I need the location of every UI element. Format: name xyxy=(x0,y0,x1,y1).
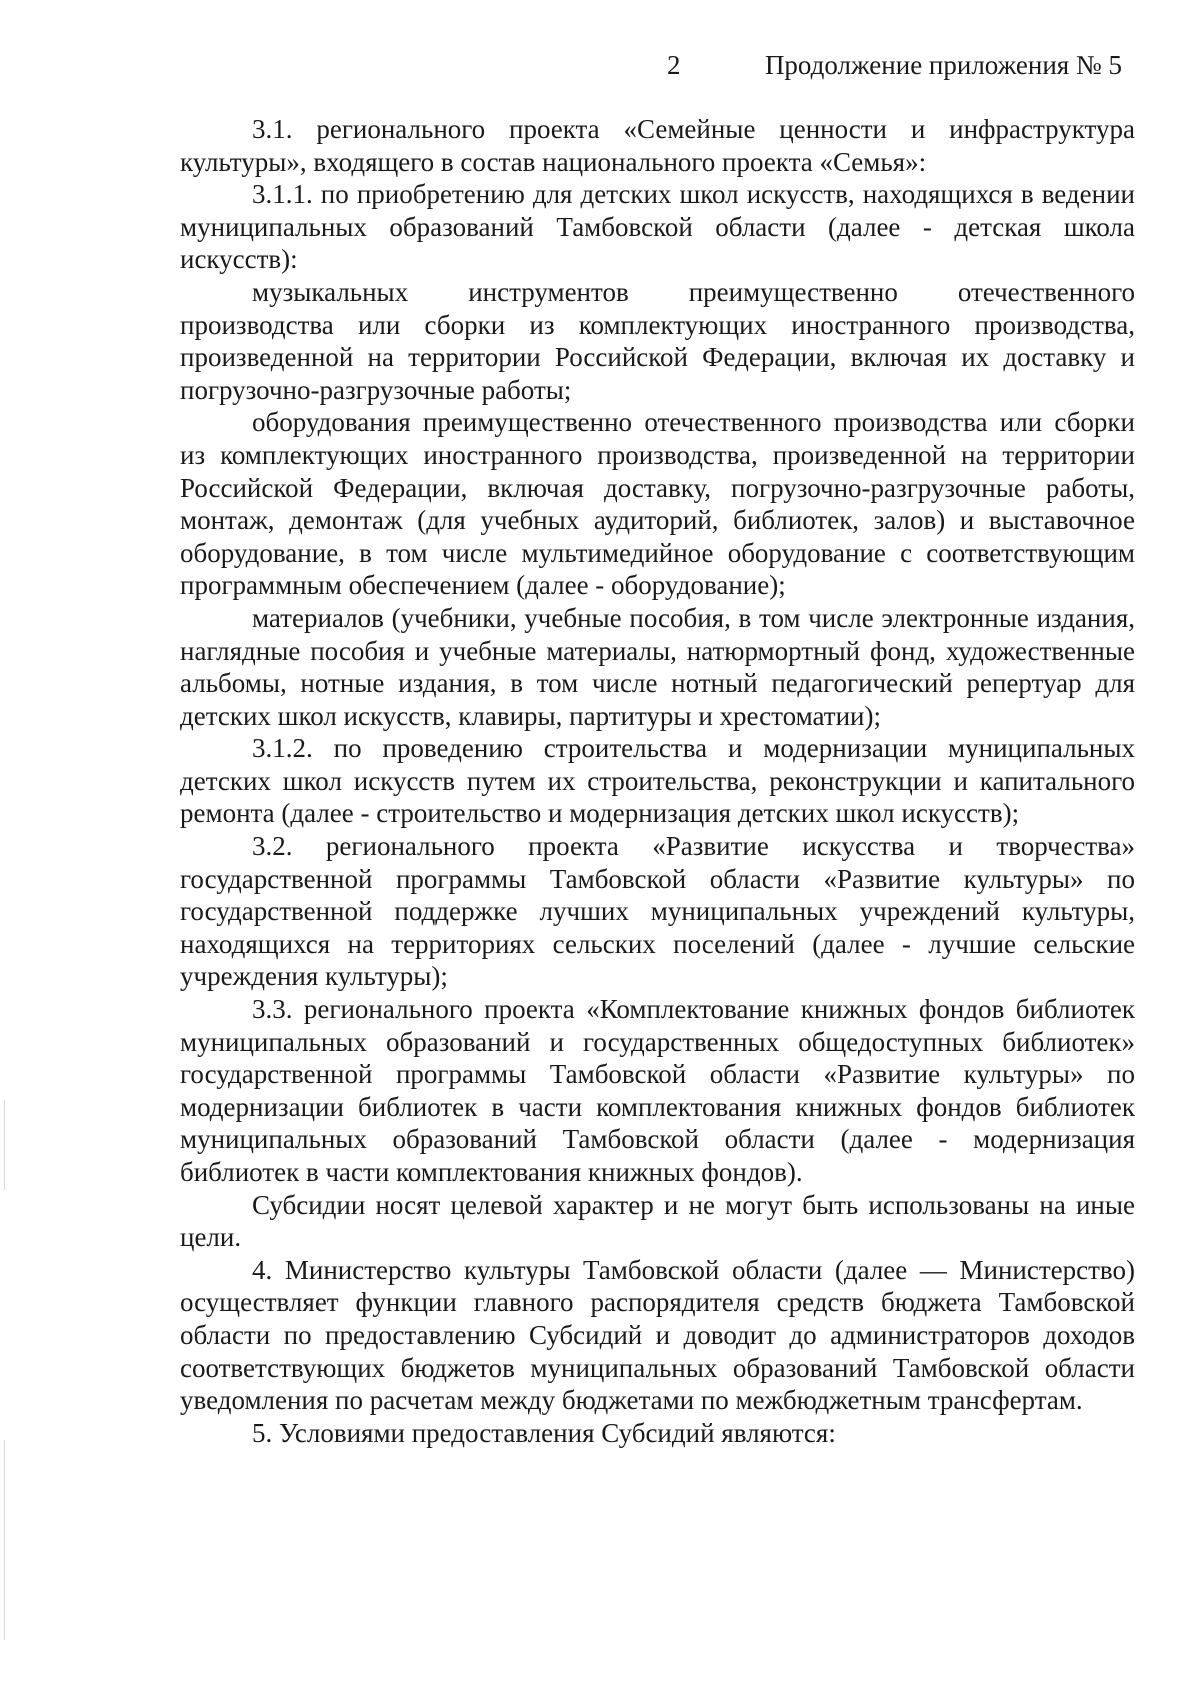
document-body xyxy=(180,113,1135,1449)
paragraph-3-1: 3.1. регионального проекта «Семейные ценности и инфраструктура культуры», входящего в состав национального проекта «Семья»: xyxy=(180,114,1135,177)
scan-edge-mark xyxy=(4,1440,5,1640)
paragraph-5: 5. Условиями предоставления Субсидий являются: xyxy=(252,1417,836,1448)
paragraph-3-2: 3.2. регионального проекта «Развитие искусства и творчества» государственной программы Тамбовской области «Развитие культуры» по государственной поддержке лучших муниципальных учреждений культуры, находящихся на территориях сельских поселений (далее - лучшие сельские учреждения культуры); xyxy=(180,831,1135,992)
paragraph-subsidy-purpose: Субсидии носят целевой характер и не могут быть использованы на иные цели. xyxy=(180,1189,1135,1253)
paragraph-musical-instruments: музыкальных инструментов преимущественно отечественного производства или сборки из комплектующих иностранного производства, произведенной на территории Российской Федерации, включая их доставку и погрузочно-разгрузочные работы; xyxy=(180,276,1135,405)
paragraph-4: 4. Министерство культуры Тамбовской области (далее — Министерство) осуществляет функции главного распорядителя средств бюджета Тамбовской области по предоставлению Субсидий и доводит до администраторов доходов соответствующих бюджетов муниципальных образований Тамбовской области уведомления по расчетам между бюджетами по межбюджетным трансфертам. xyxy=(180,1254,1135,1416)
paragraph-3-1-2: 3.1.2. по проведению строительства и модернизации муниципальных детских школ искусств путем их строительства, реконструкции и капитального ремонта (далее - строительство и модернизация детских школ искусств); xyxy=(180,733,1135,829)
paragraph-equipment: оборудования преимущественно отечественного производства или сборки из комплектующих иностранного производства, произведенной на территории Российской Федерации, включая доставку, погрузочно-разгрузочные работы, монтаж, демонтаж (для учебных аудиторий, библиотек, залов) и выставочное оборудование, в том числе мультимедийное оборудование с соответствующим программным обеспечением (далее - оборудование); xyxy=(180,407,1135,601)
paragraph-materials: материалов (учебники, учебные пособия, в том числе электронные издания, наглядные пособия и учебные материалы, натюрмортный фонд, художественные альбомы, нотные издания, в том числе нотный педагогический репертуар для детских школ искусств, клавиры, партитуры и хрестоматии); xyxy=(180,602,1135,731)
appendix-continuation-label: Продолжение приложения № 5 xyxy=(764,50,1122,80)
paragraph-3-1-1: 3.1.1. по приобретению для детских школ искусств, находящихся в ведении муниципальных образований Тамбовской области (далее - детская школа искусств): xyxy=(180,179,1135,275)
scan-edge-mark xyxy=(4,1100,5,1190)
paragraph-3-3: 3.3. регионального проекта «Комплектование книжных фондов библиотек муниципальных образований и государственных общедоступных библиотек» государственной программы Тамбовской области «Развитие культуры» по модернизации библиотек в части комплектования книжных фондов библиотек муниципальных образований Тамбовской области (далее - модернизация библиотек в части комплектования книжных фондов). xyxy=(180,994,1135,1187)
page-number: 2 xyxy=(667,50,681,80)
page-header xyxy=(0,50,1200,90)
